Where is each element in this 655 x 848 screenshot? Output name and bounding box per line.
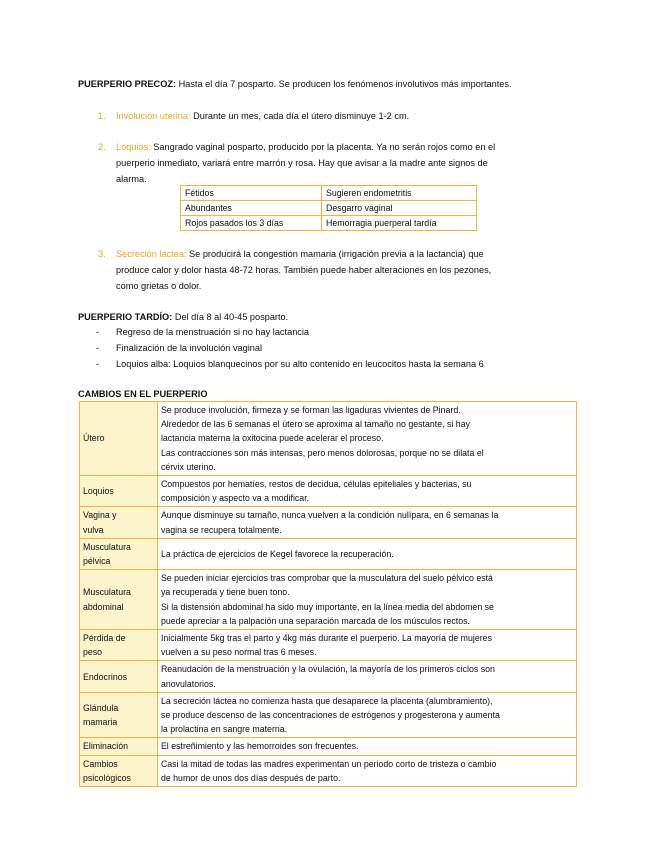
row-description-line: Alrededor de las 6 semanas el útero se aproxima al tamaño no gestante, si hay [160, 419, 470, 430]
precoz-item-title: Loquios: [116, 142, 151, 152]
table-row [181, 201, 477, 216]
row-description-line: La secreción láctea no comienza hasta que desaparece la placenta (alumbramiento), [160, 695, 493, 706]
tardio-paragraph [78, 309, 288, 325]
precoz-item [116, 139, 495, 155]
table-row [80, 630, 577, 661]
row-label-line: peso [83, 647, 103, 658]
row-description-line: vuelven a su peso normal tras 6 meses. [160, 647, 317, 658]
row-label-line: abdominal [83, 601, 124, 612]
precoz-item [116, 108, 409, 124]
bullet-dash: - [96, 327, 100, 337]
table-cell: Desgarro vaginal [322, 201, 477, 216]
tardio-bullet: Regreso de la menstruación si no hay lactancia [116, 327, 310, 337]
table-row [181, 216, 477, 231]
precoz-item-number: 3. [98, 249, 106, 259]
row-label-line: pélvica [83, 556, 111, 567]
precoz-item-number: 2. [98, 142, 106, 152]
table-row [80, 755, 577, 786]
table-cell: Sugieren endometritis [322, 186, 477, 201]
table-cell: Fétidos [181, 186, 322, 201]
precoz-item-number: 1. [98, 111, 106, 121]
cambios-heading: CAMBIOS EN EL PUERPERIO [78, 389, 208, 399]
table-row [80, 402, 577, 476]
row-description-line: anovulatorios. [160, 678, 216, 689]
tardio-bullet: Finalización de la involución vaginal [116, 343, 263, 353]
row-description [157, 538, 576, 569]
row-label [80, 570, 158, 630]
table-cell: Hemorragia puerperal tardía [322, 216, 477, 231]
row-description-line: Si la distensión abdominal ha sido muy importante, en la línea media del abdomen se [160, 601, 494, 612]
precoz-item-title: Involución uterina: [116, 111, 191, 121]
row-label [80, 630, 158, 661]
row-description-line: Inicialmente 5kg tras el parto y 4kg más durante el puerperio. La mayoría de mujeres [160, 633, 492, 644]
precoz-item-line: alarma. [116, 174, 147, 184]
row-label-line: Endocrinos [83, 671, 128, 682]
row-label [80, 755, 158, 786]
row-label-line: Eliminación [83, 741, 128, 752]
row-label-line: Glándula [83, 702, 119, 713]
row-description-line: Las contracciones son más intensas, pero menos dolorosas, porque no se dilata el [160, 447, 484, 458]
precoz-item-title: Secreción láctea: [116, 249, 187, 259]
precoz-item [116, 246, 484, 262]
row-label-line: Pérdida de [83, 633, 126, 644]
row-description-line: Reanudación de la menstruación y la ovulación, la mayoría de los primeros ciclos son [160, 664, 495, 675]
tardio-heading: PUERPERIO TARDÍO: [78, 312, 173, 322]
row-description [157, 402, 576, 476]
row-label [80, 661, 158, 692]
row-description-line: cérvix uterino. [160, 461, 216, 472]
cambios-table [79, 401, 577, 787]
precoz-item-line: como grietas o dolor. [116, 281, 202, 291]
table-row [80, 507, 577, 538]
row-description [157, 755, 576, 786]
row-label-line: Cambios [83, 758, 118, 769]
precoz-text: Hasta el día 7 posparto. Se producen los fenómenos involutivos más importantes. [176, 79, 512, 89]
table-row [80, 570, 577, 630]
bullet-dash: - [96, 343, 100, 353]
row-description [157, 476, 576, 507]
row-label [80, 476, 158, 507]
row-description-line: composición y aspecto va a modificar. [160, 493, 310, 504]
row-description-line: la prolactina en sangre materna. [160, 724, 288, 735]
row-description-line: Se produce involución, firmeza y se forman las ligaduras vivientes de Pinard. [160, 405, 461, 415]
precoz-item-line: produce calor y dolor hasta 48-72 horas. También puede haber alteraciones en los pezones, [116, 265, 492, 275]
row-label-line: mamaria [83, 717, 118, 728]
row-description-line: La práctica de ejercicios de Kegel favorece la recuperación. [160, 548, 394, 559]
row-description [157, 570, 576, 630]
table-row [80, 538, 577, 569]
table-cell: Rojos pasados los 3 días [181, 216, 322, 231]
row-description-line: se produce descenso de las concentraciones de estrógenos y progesterona y aumenta [160, 710, 500, 721]
alarm-signs-table [180, 185, 477, 231]
row-description-line: Casi la mitad de todas las madres experimentan un periodo corto de tristeza o cambio [160, 758, 497, 769]
row-description-line: ya recuperada y tiene buen tono. [160, 587, 290, 598]
table-row [80, 661, 577, 692]
row-label [80, 507, 158, 538]
row-label [80, 738, 158, 755]
row-description-line: El estreñimiento y las hemorroides son frecuentes. [160, 741, 359, 752]
precoz-paragraph [78, 76, 512, 92]
table-row [80, 476, 577, 507]
row-label-line: Vagina y [83, 510, 117, 521]
tardio-bullet: Loquios alba: Loquios blanquecinos por su alto contenido en leucocitos hasta la semana 6 [116, 359, 484, 369]
row-description-line: Compuestos por hematíes, restos de decidua, células epiteliales y bacterias, su [160, 479, 472, 490]
row-description [157, 738, 576, 755]
row-description [157, 661, 576, 692]
row-description [157, 507, 576, 538]
tardio-text: Del día 8 al 40-45 posparto. [172, 312, 289, 322]
row-label-line: Loquios [83, 486, 114, 497]
precoz-heading: PUERPERIO PRECOZ: [78, 79, 177, 89]
row-description-line: vagina se recupera totalmente. [160, 524, 282, 535]
precoz-item-line: puerperio inmediato, variará entre marrón y rosa. Hay que avisar a la madre ante signos de [116, 158, 488, 168]
table-row [80, 692, 577, 738]
row-description-line: Aunque disminuye su tamaño, nunca vuelven a la condición nulípara, en 6 semanas la [160, 510, 499, 521]
row-label-line: psicológicos [83, 772, 131, 783]
row-label [80, 402, 158, 476]
row-label-line: Musculatura [83, 541, 131, 552]
row-description-line: puede apreciar a la palpación una separación marcada de los músculos rectos. [160, 615, 470, 626]
row-description-line: de humor de unos dos días después de parto. [160, 772, 341, 783]
row-label-line: Musculatura [83, 587, 131, 598]
precoz-item-line: Durante un mes, cada día el útero disminuye 1-2 cm. [190, 111, 410, 121]
row-label [80, 538, 158, 569]
row-description [157, 630, 576, 661]
row-label [80, 692, 158, 738]
row-description [157, 692, 576, 738]
bullet-dash: - [96, 359, 100, 369]
table-row [181, 186, 477, 201]
row-description-line: lactancia materna la oxitocina puede acelerar el proceso. [160, 433, 384, 444]
row-label-line: Útero [83, 433, 105, 444]
row-description-line: Se pueden iniciar ejercicios tras comprobar que la musculatura del suelo pélvico está [160, 573, 493, 584]
table-row [80, 738, 577, 755]
precoz-item-line: Se producirá la congestión mamaria (irrigación previa a la lactancia) que [186, 249, 484, 259]
row-label-line: vulva [83, 524, 104, 535]
table-cell: Abundantes [181, 201, 322, 216]
precoz-item-line: Sangrado vaginal posparto, producido por la placenta. Ya no serán rojos como en el [150, 142, 496, 152]
